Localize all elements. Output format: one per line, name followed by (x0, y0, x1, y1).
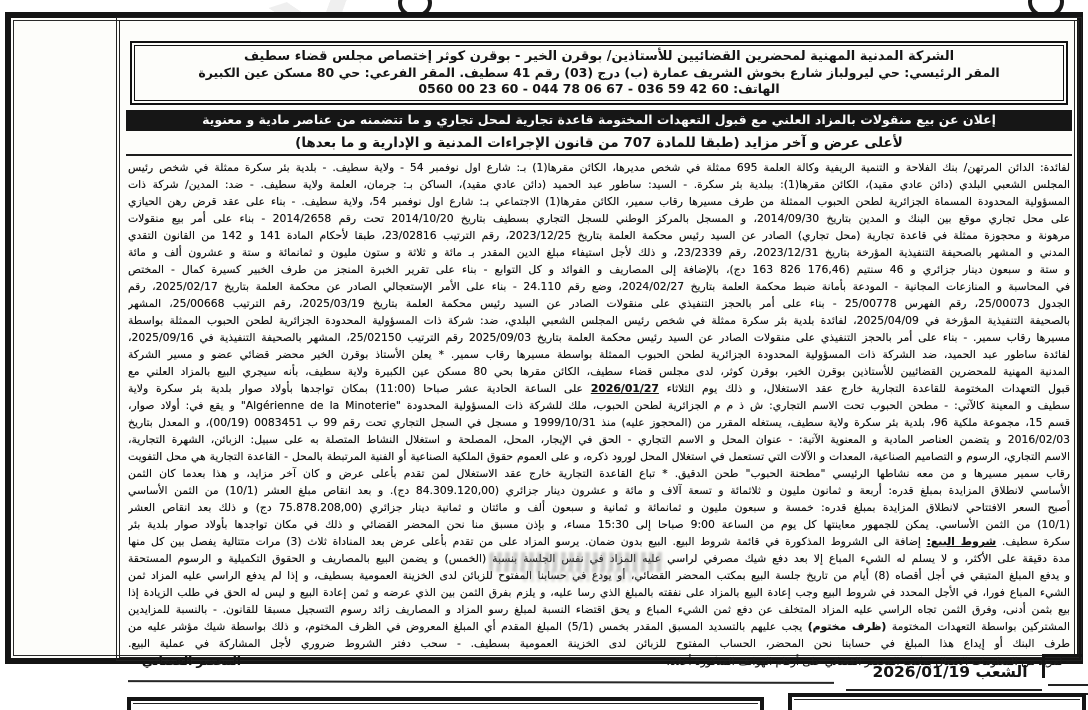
body-text: المشتركين بواسطة التعهدات المختومة (886, 620, 1070, 633)
newspaper-name: الشعب (975, 663, 1028, 681)
phone-numbers: 0560 00 23 60 - 044 78 06 67 - 036 59 42 60 (418, 81, 729, 96)
adjacent-frame-corner (1042, 654, 1082, 678)
body-line-sale-terms (128, 533, 1070, 550)
body-text: قبول التعهدات المختومة للقاعدة التجارية خارج عقد الاستغلال، و ذلك يوم الثلاثاء (658, 382, 1070, 395)
body-line: الاسم التجاري، الرسوم و التصاميم الصناعية، المعدات و الآلات التي تستعمل في استغلال المحل لورود ذكره، و على العموم حقوق الملكية الصناعية أو الفنية المرتبطة بالمحل - القاعدة التجارية هي محل التفويت (128, 450, 1070, 463)
body-line: لفائدة: الدائن المرتهن/ بنك الفلاحة و التنمية الريفية وكالة العلمة 695 ممثلة في شخص مديرها، الكائن مقرها(1) بـ: شارع اول نوفمبر 54 - ولاية سطيف. - بلدية بئر سكرة ممثلة في شخص رئيس (128, 161, 1070, 174)
body-text: إضافة الى الشروط المذكورة في قائمة شروط البيع. البيع بدون ضمان. يرسو المزاد على من تقدم بأعلى عرض بعد المناداة ثلاث (3) مرات متتالية يفصل بين كل منها (128, 535, 927, 548)
body-line: بيع بثمن أدنى، وفرق الثمن تجاه الراسي عليه المزاد المتخلف عن دفع ثمن الشيء المباع و يحق اقتضاء النسبة لمبلغ رسو المزاد و المصاريف زائد رسوم التسجيل مسبقا للقانون. - بالنسبة للمزايدين (128, 603, 1070, 616)
office-address: المقر الرئيسي: حي ليرولباز شارع بخوش الشريف عمارة (ب) درج (03) رقم 41 سطيف. المقر الفرعي: حي 80 مسكن عين الكبيرة (198, 65, 1000, 80)
auction-date: 2026/01/27 (590, 382, 659, 395)
header-box (130, 41, 1068, 105)
body-text: يجب عليهم بالتسديد المسبق المقدر بخمس (5/1) المبلغ المقدم أي المبلغ المعروض في الظرف المختوم، و ذلك بواسطة شيك مؤشر عليه من (128, 620, 808, 633)
body-line: مدة دقيقة على الأكثر، و لا يسلم له الشيء المباع إلا بعد دفع شيك مصرفي لراسي عليه المزاد في نفس الجلسة بنسبة (الخمس) و يضمن البيع بالمصاريف و الحقوق التكميلية و الرسوم المستحقة (128, 552, 1070, 565)
body-text: سكرة سطيف. (996, 535, 1070, 548)
sale-terms-label: شروط البيع: (926, 535, 997, 548)
body-line: بالصحيفة التنفيذية المؤرخة في 2025/04/09، لفائدة بلدية بئر سكرة ممثلة في شخص رئيس المجلس الشعبي البلدي، ضد: شركة ذات المسؤولية المحدودة الجزائرية لطحن الحبوب الممثلة بواسطة (128, 314, 1070, 327)
bailiff-signature: المحضر القضائي (142, 654, 242, 668)
sealed-envelope-label: (ظرف مختوم) (807, 620, 887, 633)
body-line: الجدول 25/00073، رقم الفهرس 25/00778 - بناء على أمر بالحجز التنفيذي على منقولات الصادر عن السيد رئيس محكمة العلمة بتاريخ 2025/03/19، رقم الترتيب 25/00668، المشهر (128, 297, 1070, 310)
body-line: 2016/02/03 و يتضمن العناصر المادية و المعنوية الآتية: - عنوان المحل و الاسم التجاري - الحق في الإيجار، المحل، المصلحة و استغلال النشاط المتصلة به على سبيل: الزبائن، الشهرة التجارية، (128, 433, 1070, 446)
header-box-inner (134, 45, 1064, 101)
partial-next-box-left (127, 697, 764, 710)
bottom-rule (128, 680, 834, 688)
office-phone (143, 81, 1055, 96)
body-line: لفائدة ساطور عبد الحميد، ضد الشركة ذات المسؤولية المحدودة الجزائرية لطحن الحبوب الممثلة بواسطة مسيرها رقاب سمير. * يعلن الأستاذ بوقرن الخير محضر قضائي عضو و مسير الشركة (128, 348, 1070, 361)
scan-smudge (523, 571, 641, 582)
body-line: المسؤولية المحدودة المسماة الجزائرية لطحن الحبوب الممثلة من طرف مسيرها رقاب سمير، الكائن مقرها(1) الاجتماعي بـ: شارع اول نوفمبر 54، ولاية سطيف. - بناء على عقد قرض رهن الحيازي (128, 195, 1070, 208)
partial-next-box-right (788, 693, 1086, 710)
body-line-auction-date (128, 380, 1070, 397)
body-line: الأساسي لانطلاق المزايدة بمبلغ قدره: أربعة و ثمانون مليون و ثلاثمائة و تسعة آلاف و مائة و عشرون دينار جزائري (84.309.120,00 دج). و بعد انقاص مبلغ العشر (10/1) من الثمن الأساسي (128, 484, 1070, 497)
body-line: سطيف و المعينة كالآتي: - مطحن الحبوب تحت الاسم التجاري: ش ذ م م الجزائرية لطحن الحبوب، ملك للشركة ذات المسؤولية المحدودة "Algérienne de la Minoterie" و يقع في: أولاد صوار، (128, 399, 1070, 412)
more-info-note: - لمزيد من المعلومات الاتصال بمكتب المحضر القضائي على أرقام الهواتف المذكورة أعلاه. (666, 655, 1070, 668)
body-line: الشيء المباع فورا، في الأجل المحدد في شروط البيع وجب إعادة البيع بالمزاد على نفقته بالمبلغ الذي رسا عليه، و يلزم بفرق الثمن بين الذي عرضه و ثمن إعادة البيع و ليس له الحق في طلب الزيادة إذا (128, 586, 1070, 599)
body-line: على محل تجاري موقع بين البنك و المدين بتاريخ 2014/09/30، و المسجل بالمركز الوطني للسجل التجاري بسطيف بتاريخ 2014/10/20 تحت رقم 2014/2658 - بناء على أمر بيع منقولات (128, 212, 1070, 225)
body-line: المجلس الشعبي البلدي (دائن عادي مقيد)، الكائن مقرها(1): ببلدية بئر سكرة. - السيد: ساطور عبد الحميد (دائن عادي مقيد)، الساكن بـ: جرمان، العلمة ولاية سطيف. - ضد: المدين/ شركة ذات (128, 178, 1070, 191)
office-name: الشركة المدنية المهنية لمحضرين القضائيين للأستاذين/ بوقرن الخير - بوقرن كوثر إختصاص مجلس قضاء سطيف (243, 49, 955, 64)
body-line: مسيرها رقاب سمير. - بناء على أمر بالحجز التنفيذي على منقولات الصادر عن السيد رئيس محكمة العلمة بتاريخ 2025/09/03 رقم الترتيب 25/02150، المشهر بالصحيفة التنفيذية في 2025/09/16، (128, 331, 1070, 344)
body-line: و ستة و سبعون دينار جزائري و 46 سنتيم (⁦163 826 176,46⁩ دج)، بالإضافة إلى المصاريف و الفوائد و كل التوابع - بناء على تقرير الخبرة المنجز من طرف الخبير كسيرة كمال - المختص (128, 263, 1070, 276)
body-line: مرهونة و محجوزة ممثلة في قاعدة تجارية (محل تجاري) الصادر عن السيد رئيس محكمة العلمة بتاريخ 2023/12/25، رقم الترتيب 23/02816، طبقا لأحكام المادة 141 و 142 من القانون التقدي (128, 229, 1070, 242)
body-line: المدنية المهنية للمحضرين القضائيين للأستاذين بوقرن الخير، بوقرن كوثر، لدى مجلس قضاء سطيف، الكائن مقرها بحي 80 مسكن عين الكبيرة ولاية سطيف، بأنه سيجري البيع بالمزاد العلني مع (128, 365, 1070, 378)
publication-date: 2026/01/19 (872, 663, 971, 681)
body-line: المدني و المشهر بالصحيفة التنفيذية المؤرخة بتاريخ 2023/12/31، رقم 23/2339، و ذلك لأجل استيفاء مبلغ الدين المقدر بـ مائة و ثلاثة و ستون مليون و ثمانمائة و ستة و عشرون ألف و مائة (128, 246, 1070, 259)
notice-title-bar: إعلان عن بيع منقولات بالمزاد العلني مع قبول التعهدات المختومة قاعدة تجارية لمحل تجاري و ما تتضمنه من عناصر مادية و معنوية (126, 110, 1072, 131)
body-line-sealed-bids (128, 618, 1070, 635)
body-line: في المحاسبة و المنازعات المجانية - المودعة بأمانة ضبط محكمة العلمة بتاريخ 2024/02/27، وضع رقم 24.110 - بناء على الأمر الإستعجالي الصادر عن محكمة العلمة بتاريخ 2025/02/17، رقم (128, 280, 1070, 293)
phone-label: الهاتف: (733, 81, 780, 96)
body-line: (10/1) من الثمن الأساسي. يمكن للجمهور معاينتها كل يوم من الساعة 9:00 صباحا إلى 15:30 مساء، و بإذن مسبق منا نحن المحضر القضائي و ذلك في مكان تواجدها بأولاد صوار بلدية بئر (128, 518, 1070, 531)
body-text: على الساعة الحادية عشر صباحا (11:00) بمكان تواجدها بأولاد صوار بلدية بئر سكرة ولاية (128, 382, 591, 395)
scan-smudge (489, 552, 665, 572)
body-line: قسم 15، مجموعة ملكية 96، بلدية بئر سكرة ولاية سطيف، يستغله المقرر من (المحجوز عليه) منذ 1999/10/31 و مسجل في السجل التجاري تحت رقم 99 ب 0083451 (00/19)، و المعدل بتاريخ (128, 416, 1070, 429)
notice-body (126, 156, 1072, 670)
body-line: رقاب سمير مسيرها و من معه نشاطها الرئيسي "مطحنة الحبوب" طحن الدقيق. * تباع القاعدة التجارية خارج عقد الاستغلال لمن تقدم بأعلى عرض و كان آخر مزايد، و هذا بعدما كان الثمن (128, 467, 1070, 480)
notice-subtitle: لأعلى عرض و آخر مزايد (طبقا للمادة 707 من قانون الإجراءات المدنية و الإدارية و ما بعدها) (126, 131, 1072, 156)
body-line: و يدفع المبلغ المتبقي في أجل أقصاه (8) أيام من تاريخ جلسة البيع بمكتب المحضر القضائي، أو يودع في حسابنا المفتوح للزبائن لدى الخزينة العمومية بسطيف، و إذا لم يدفع الراسي عليه المزاد ثمن (128, 569, 1070, 582)
body-line: أصبح السعر الافتتاحي لانطلاق المزايدة بمبلغ قدره: خمسة و سبعون مليون و ثمانمائة و ثمانية و سبعون ألف و مائتان و ثمانية دينار جزائري (75.878.208,00 دج) و ذلك بعد انقاص العشر (128, 501, 1070, 514)
newspaper-stamp (862, 663, 1038, 681)
body-line: طرف البنك أو إيداع هذا المبلغ في حسابنا نحن المحضر، الحساب المفتوح للزبائن لدى الخزينة العمومية بسطيف. - سحب دفتر الشروط ضروري لأجل المشاركة في عملية البيع. (128, 637, 1070, 650)
